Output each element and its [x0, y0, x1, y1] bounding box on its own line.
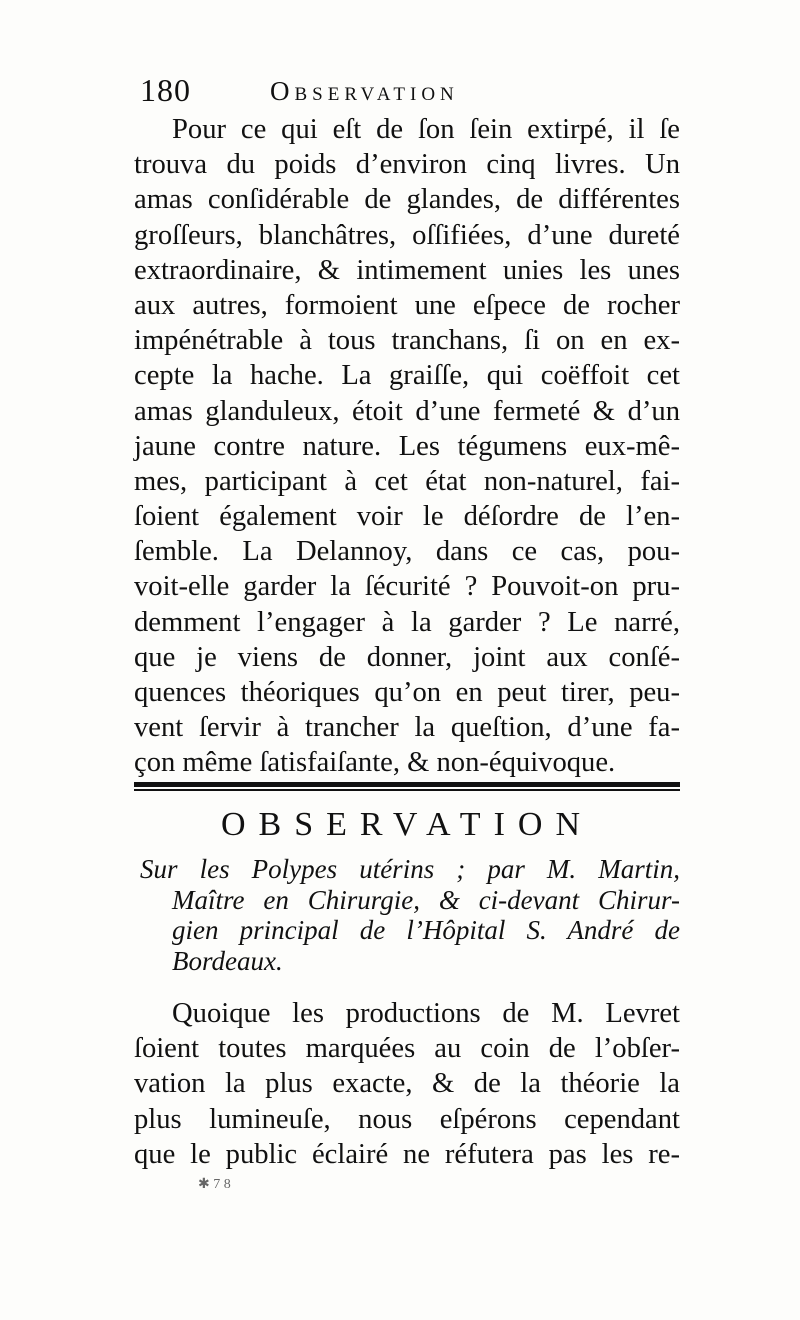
text-line: demment l’engager à la garder ? Le narré, — [134, 606, 680, 638]
section-divider-rule — [134, 782, 680, 792]
text-line: cepte la hache. La graiſſe, qui coëffoit cet — [134, 360, 680, 392]
text-line: mes, participant à cet état non-naturel, fai- — [134, 465, 680, 497]
subtitle-line: Maître en Chirurgie, & ci-devant Chirur- — [172, 884, 680, 915]
text-line: vation la plus exacte, & de la théorie la — [134, 1068, 680, 1100]
page-number: 180 — [140, 72, 191, 108]
divider-thin-line — [134, 789, 680, 791]
text-line: çon même ſatisfaiſante, & non-équivoque. — [134, 747, 616, 779]
signature-mark: ✱ 7 8 — [198, 1177, 231, 1192]
running-head: Observation — [270, 76, 459, 106]
subtitle-line: Bordeaux. — [172, 945, 283, 976]
text-line: ſemble. La Delannoy, dans ce cas, pou- — [134, 536, 680, 568]
text-line: vent ſervir à trancher la queſtion, d’une fa- — [134, 712, 680, 744]
text-line: amas conſidérable de glandes, de différentes — [134, 184, 680, 216]
text-line: aux autres, formoient une eſpece de rocher — [134, 289, 680, 321]
text-line: que je viens de donner, joint aux conſé- — [134, 641, 680, 673]
subtitle-line: Sur les Polypes utérins ; par M. Martin, — [140, 854, 680, 884]
text-line: Pour ce qui eſt de ſon ſein extirpé, il ſe — [172, 114, 680, 145]
divider-thick-line — [134, 782, 680, 787]
text-line: amas glanduleux, étoit d’une fermeté & d’un — [134, 395, 680, 427]
text-line: ſoient toutes marquées au coin de l’obſer- — [134, 1033, 680, 1065]
section-subtitle — [140, 854, 680, 976]
text-line: voit-elle garder la ſécurité ? Pouvoit-on pru- — [134, 571, 680, 603]
text-line: que le public éclairé ne réfutera pas les re- — [134, 1138, 680, 1170]
text-line: Quoique les productions de M. Levret — [172, 998, 680, 1029]
text-line: plus lumineuſe, nous eſpérons cependant — [134, 1103, 680, 1135]
text-line: groſſeurs, blanchâtres, oſſifiées, d’une dureté — [134, 219, 680, 251]
section-title: OBSERVATION — [220, 806, 594, 843]
text-line: extraordinaire, & intimement unies les unes — [134, 254, 680, 286]
page-header — [140, 72, 680, 112]
text-line: impénétrable à tous tranchans, ſi on en ex- — [134, 325, 680, 357]
text-line: jaune contre nature. Les tégumens eux-mê- — [134, 430, 680, 462]
paragraph-2 — [134, 996, 680, 1172]
paragraph-1 — [134, 112, 680, 781]
subtitle-line: gien principal de l’Hôpital S. André de — [172, 915, 680, 945]
text-line: ſoient également voir le déſordre de l’en- — [134, 501, 680, 533]
text-line: quences théoriques qu’on en peut tirer, peu- — [134, 677, 680, 708]
text-line: trouva du poids d’environ cinq livres. Un — [134, 149, 680, 181]
